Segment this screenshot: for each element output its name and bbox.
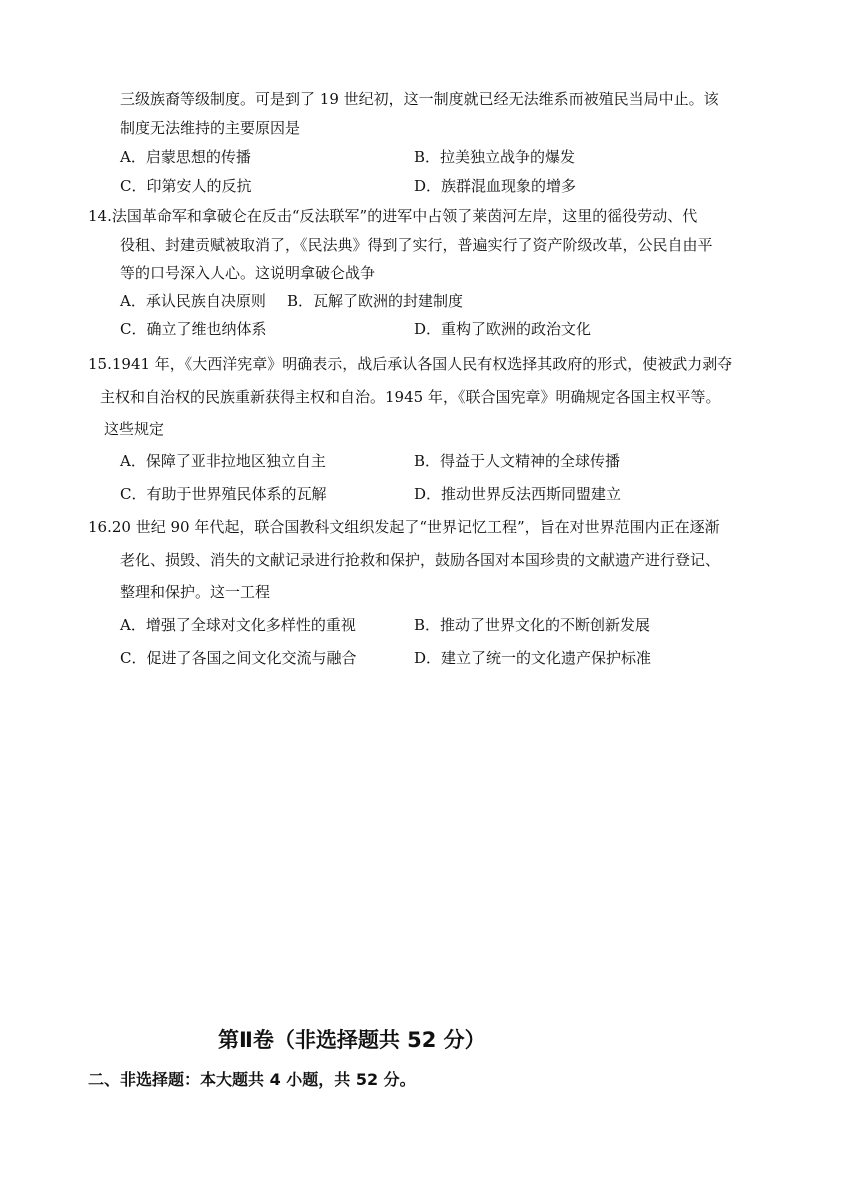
q16-option-d: D．建立了统一的文化遗产保护标准 [414,649,652,667]
q15-option-b: B．得益于人文精神的全球传播 [414,452,621,470]
q13-stem-line-1: 三级族裔等级制度。可是到了 19 世纪初，这一制度就已经无法维系而被殖民当局中止。该 [120,90,719,108]
q14-stem-line-1: 14.法国革命军和拿破仑在反击“反法联军”的进军中占领了莱茵河左岸，这里的徭役劳动、代 [88,207,698,225]
q15-stem-line-1: 15.1941 年，《大西洋宪章》明确表示，战后承认各国人民有权选择其政府的形式，使被武力剥夺 [88,355,733,373]
q13-option-a: A．启蒙思想的传播 [120,148,251,166]
q16-option-c: C．促进了各国之间文化交流与融合 [120,649,357,667]
q16-option-b: B．推动了世界文化的不断创新发展 [414,616,651,634]
q14-stem-line-3: 等的口号深入人心。这说明拿破仑战争 [120,264,376,282]
q14-stem-line-2: 役租、封建贡赋被取消了，《民法典》得到了实行，普遍实行了资产阶级改革，公民自由平 [120,236,713,254]
q13-option-d: D．族群混血现象的增多 [414,177,577,195]
q15-option-c: C．有助于世界殖民体系的瓦解 [120,485,327,503]
q14-option-c: C．确立了维也纳体系 [120,320,267,338]
q15-option-a: A．保障了亚非拉地区独立自主 [120,452,326,470]
q16-stem-line-1: 16.20 世纪 90 年代起，联合国教科文组织发起了“世界记忆工程”，旨在对世界范围内正在逐渐 [88,518,720,536]
q16-option-a: A．增强了全球对文化多样性的重视 [120,616,356,634]
q15-stem-line-3: 这些规定 [104,420,165,438]
q13-option-c: C．印第安人的反抗 [120,177,252,195]
q15-option-d: D．推动世界反法西斯同盟建立 [414,485,622,503]
q15-stem-line-2: 主权和自治权的民族重新获得主权和自治。1945 年，《联合国宪章》明确规定各国主权平等。 [100,388,721,406]
q14-option-a: A．承认民族自决原则 [120,292,266,310]
q13-option-b: B．拉美独立战争的爆发 [414,148,576,166]
part-two-title: 第Ⅱ卷（非选择题共 52 分） [218,1028,486,1052]
q13-stem-line-2: 制度无法维持的主要原因是 [120,119,301,137]
q16-stem-line-2: 老化、损毁、消失的文献记录进行抢救和保护，鼓励各国对本国珍贵的文献遗产进行登记、 [120,551,721,569]
q14-option-b: B．瓦解了欧洲的封建制度 [287,292,464,310]
q14-option-d: D．重构了欧洲的政治文化 [414,320,592,338]
q16-stem-line-3: 整理和保护。这一工程 [120,583,271,601]
section-two-heading: 二、非选择题：本大题共 4 小题，共 52 分。 [88,1070,416,1089]
